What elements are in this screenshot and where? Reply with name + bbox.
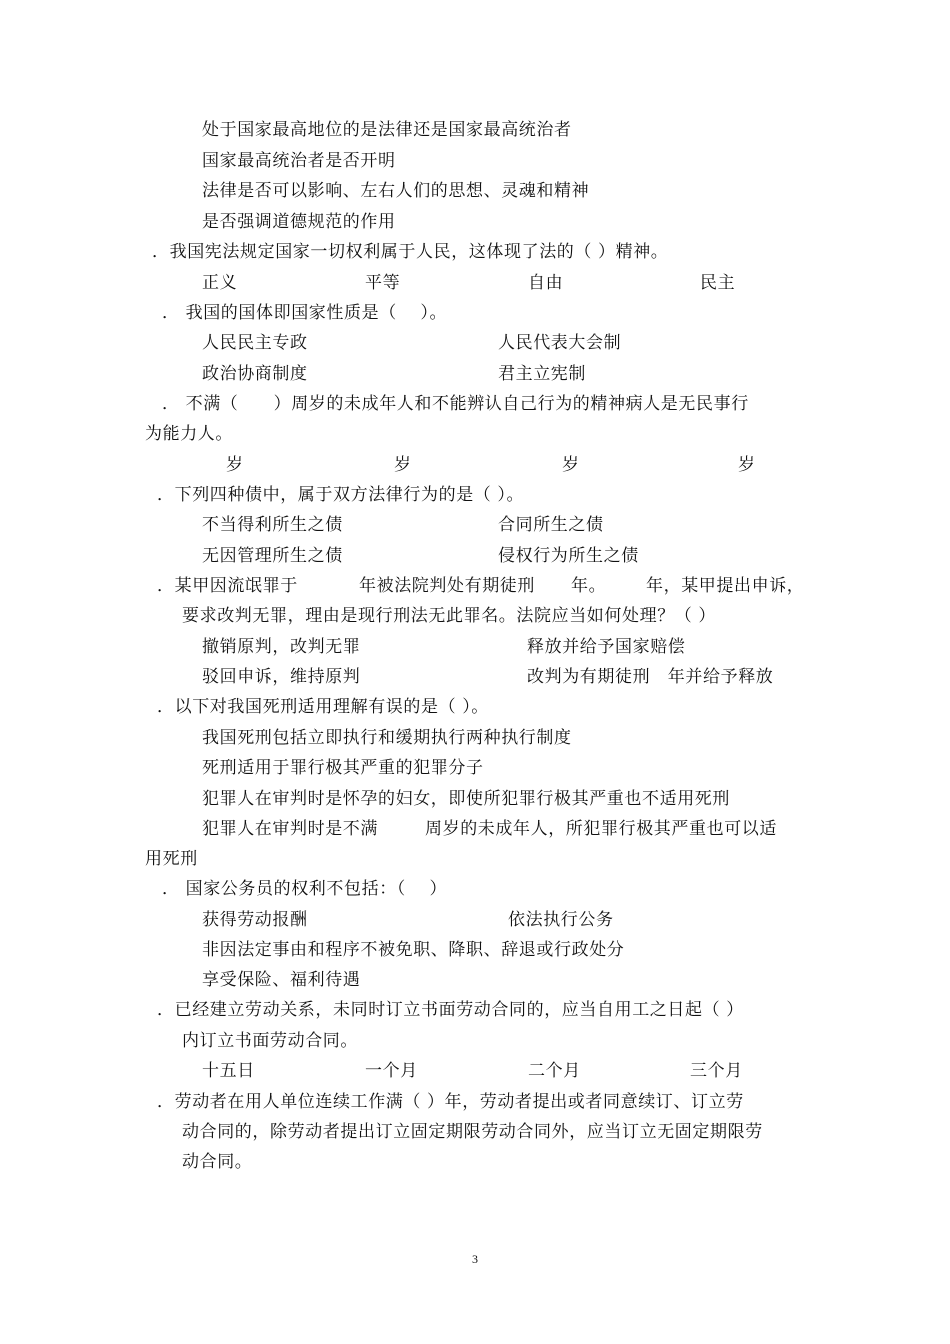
question-stem: ．某甲因流氓罪于 bbox=[157, 576, 298, 596]
option-c: 驳回申诉，维持原判 bbox=[202, 667, 361, 687]
option-a: 撤销原判，改判无罪 bbox=[202, 637, 361, 657]
option-a: 我国死刑包括立即执行和缓期执行两种执行制度 bbox=[202, 728, 572, 748]
question-stem: ． 我国的国体即国家性质是（ ）。 bbox=[162, 303, 448, 323]
option-a: 人民民主专政 bbox=[202, 333, 308, 353]
option-c: 无因管理所生之债 bbox=[202, 546, 343, 566]
option-b: 人民代表大会制 bbox=[498, 333, 622, 353]
option-c: 二个月 bbox=[528, 1061, 581, 1081]
option-d-continued: 用死刑 bbox=[145, 849, 198, 869]
question-stem-continued: 内订立书面劳动合同。 bbox=[182, 1031, 358, 1051]
question-stem: ．已经建立劳动关系，未同时订立书面劳动合同的，应当自用工之日起（ ） bbox=[157, 1000, 744, 1020]
option-d: 周岁的未成年人，所犯罪行极其严重也可以适 bbox=[425, 819, 777, 839]
option-d: 是否强调道德规范的作用 bbox=[202, 212, 396, 232]
option-a: 十五日 bbox=[202, 1061, 255, 1081]
option-d: 享受保险、福利待遇 bbox=[202, 970, 361, 990]
question-stem: ． 国家公务员的权利不包括：（ ） bbox=[162, 879, 448, 899]
option-a: 正义 bbox=[202, 273, 238, 293]
option-c: 岁 bbox=[562, 455, 580, 475]
question-stem: 年。 bbox=[571, 576, 607, 596]
option-c: 法律是否可以影响、左右人们的思想、灵魂和精神 bbox=[202, 181, 590, 201]
option-a: 不当得利所生之债 bbox=[202, 515, 343, 535]
option-d: 岁 bbox=[738, 455, 756, 475]
question-stem: 年，某甲提出申诉， bbox=[646, 576, 805, 596]
option-c: 政治协商制度 bbox=[202, 364, 308, 384]
option-b: 死刑适用于罪行极其严重的犯罪分子 bbox=[202, 758, 484, 778]
option-d: 犯罪人在审判时是不满 bbox=[202, 819, 378, 839]
question-stem-continued: 动合同。 bbox=[182, 1152, 253, 1172]
question-stem: 年被法院判处有期徒刑 bbox=[359, 576, 535, 596]
option-a: 获得劳动报酬 bbox=[202, 910, 308, 930]
question-stem-continued: 为能力人。 bbox=[145, 424, 233, 444]
option-b: 岁 bbox=[394, 455, 412, 475]
option-b: 国家最高统治者是否开明 bbox=[202, 151, 396, 171]
option-a: 岁 bbox=[226, 455, 244, 475]
question-stem-continued: 要求改判无罪，理由是现行刑法无此罪名。法院应当如何处理？（ ） bbox=[182, 606, 717, 626]
option-c: 犯罪人在审判时是怀孕的妇女，即使所犯罪行极其严重也不适用死刑 bbox=[202, 789, 730, 809]
question-stem: ．以下对我国死刑适用理解有误的是（ ）。 bbox=[157, 697, 489, 717]
option-a: 处于国家最高地位的是法律还是国家最高统治者 bbox=[202, 120, 572, 140]
option-c: 非因法定事由和程序不被免职、降职、辞退或行政处分 bbox=[202, 940, 625, 960]
question-stem-continued: 动合同的，除劳动者提出订立固定期限劳动合同外，应当订立无固定期限劳 bbox=[182, 1122, 763, 1142]
option-d: 君主立宪制 bbox=[498, 364, 586, 384]
question-stem: ．下列四种债中，属于双方法律行为的是（ ）。 bbox=[157, 485, 525, 505]
option-b: 释放并给予国家赔偿 bbox=[527, 637, 686, 657]
question-stem: ． 不满（ ）周岁的未成年人和不能辨认自己行为的精神病人是无民事行 bbox=[162, 394, 749, 414]
question-stem: ．劳动者在用人单位连续工作满（ ）年，劳动者提出或者同意续订、订立劳 bbox=[157, 1092, 744, 1112]
option-b: 合同所生之债 bbox=[498, 515, 604, 535]
option-c: 自由 bbox=[528, 273, 564, 293]
option-d: 侵权行为所生之债 bbox=[498, 546, 639, 566]
option-d: 三个月 bbox=[690, 1061, 743, 1081]
option-b: 依法执行公务 bbox=[508, 910, 614, 930]
question-stem: ．我国宪法规定国家一切权利属于人民，这体现了法的（ ）精神。 bbox=[152, 242, 669, 262]
option-d: 改判为有期徒刑 年并给予释放 bbox=[527, 667, 774, 687]
option-d: 民主 bbox=[700, 273, 736, 293]
page-number: 3 bbox=[472, 1252, 478, 1266]
option-b: 平等 bbox=[365, 273, 401, 293]
option-b: 一个月 bbox=[365, 1061, 418, 1081]
